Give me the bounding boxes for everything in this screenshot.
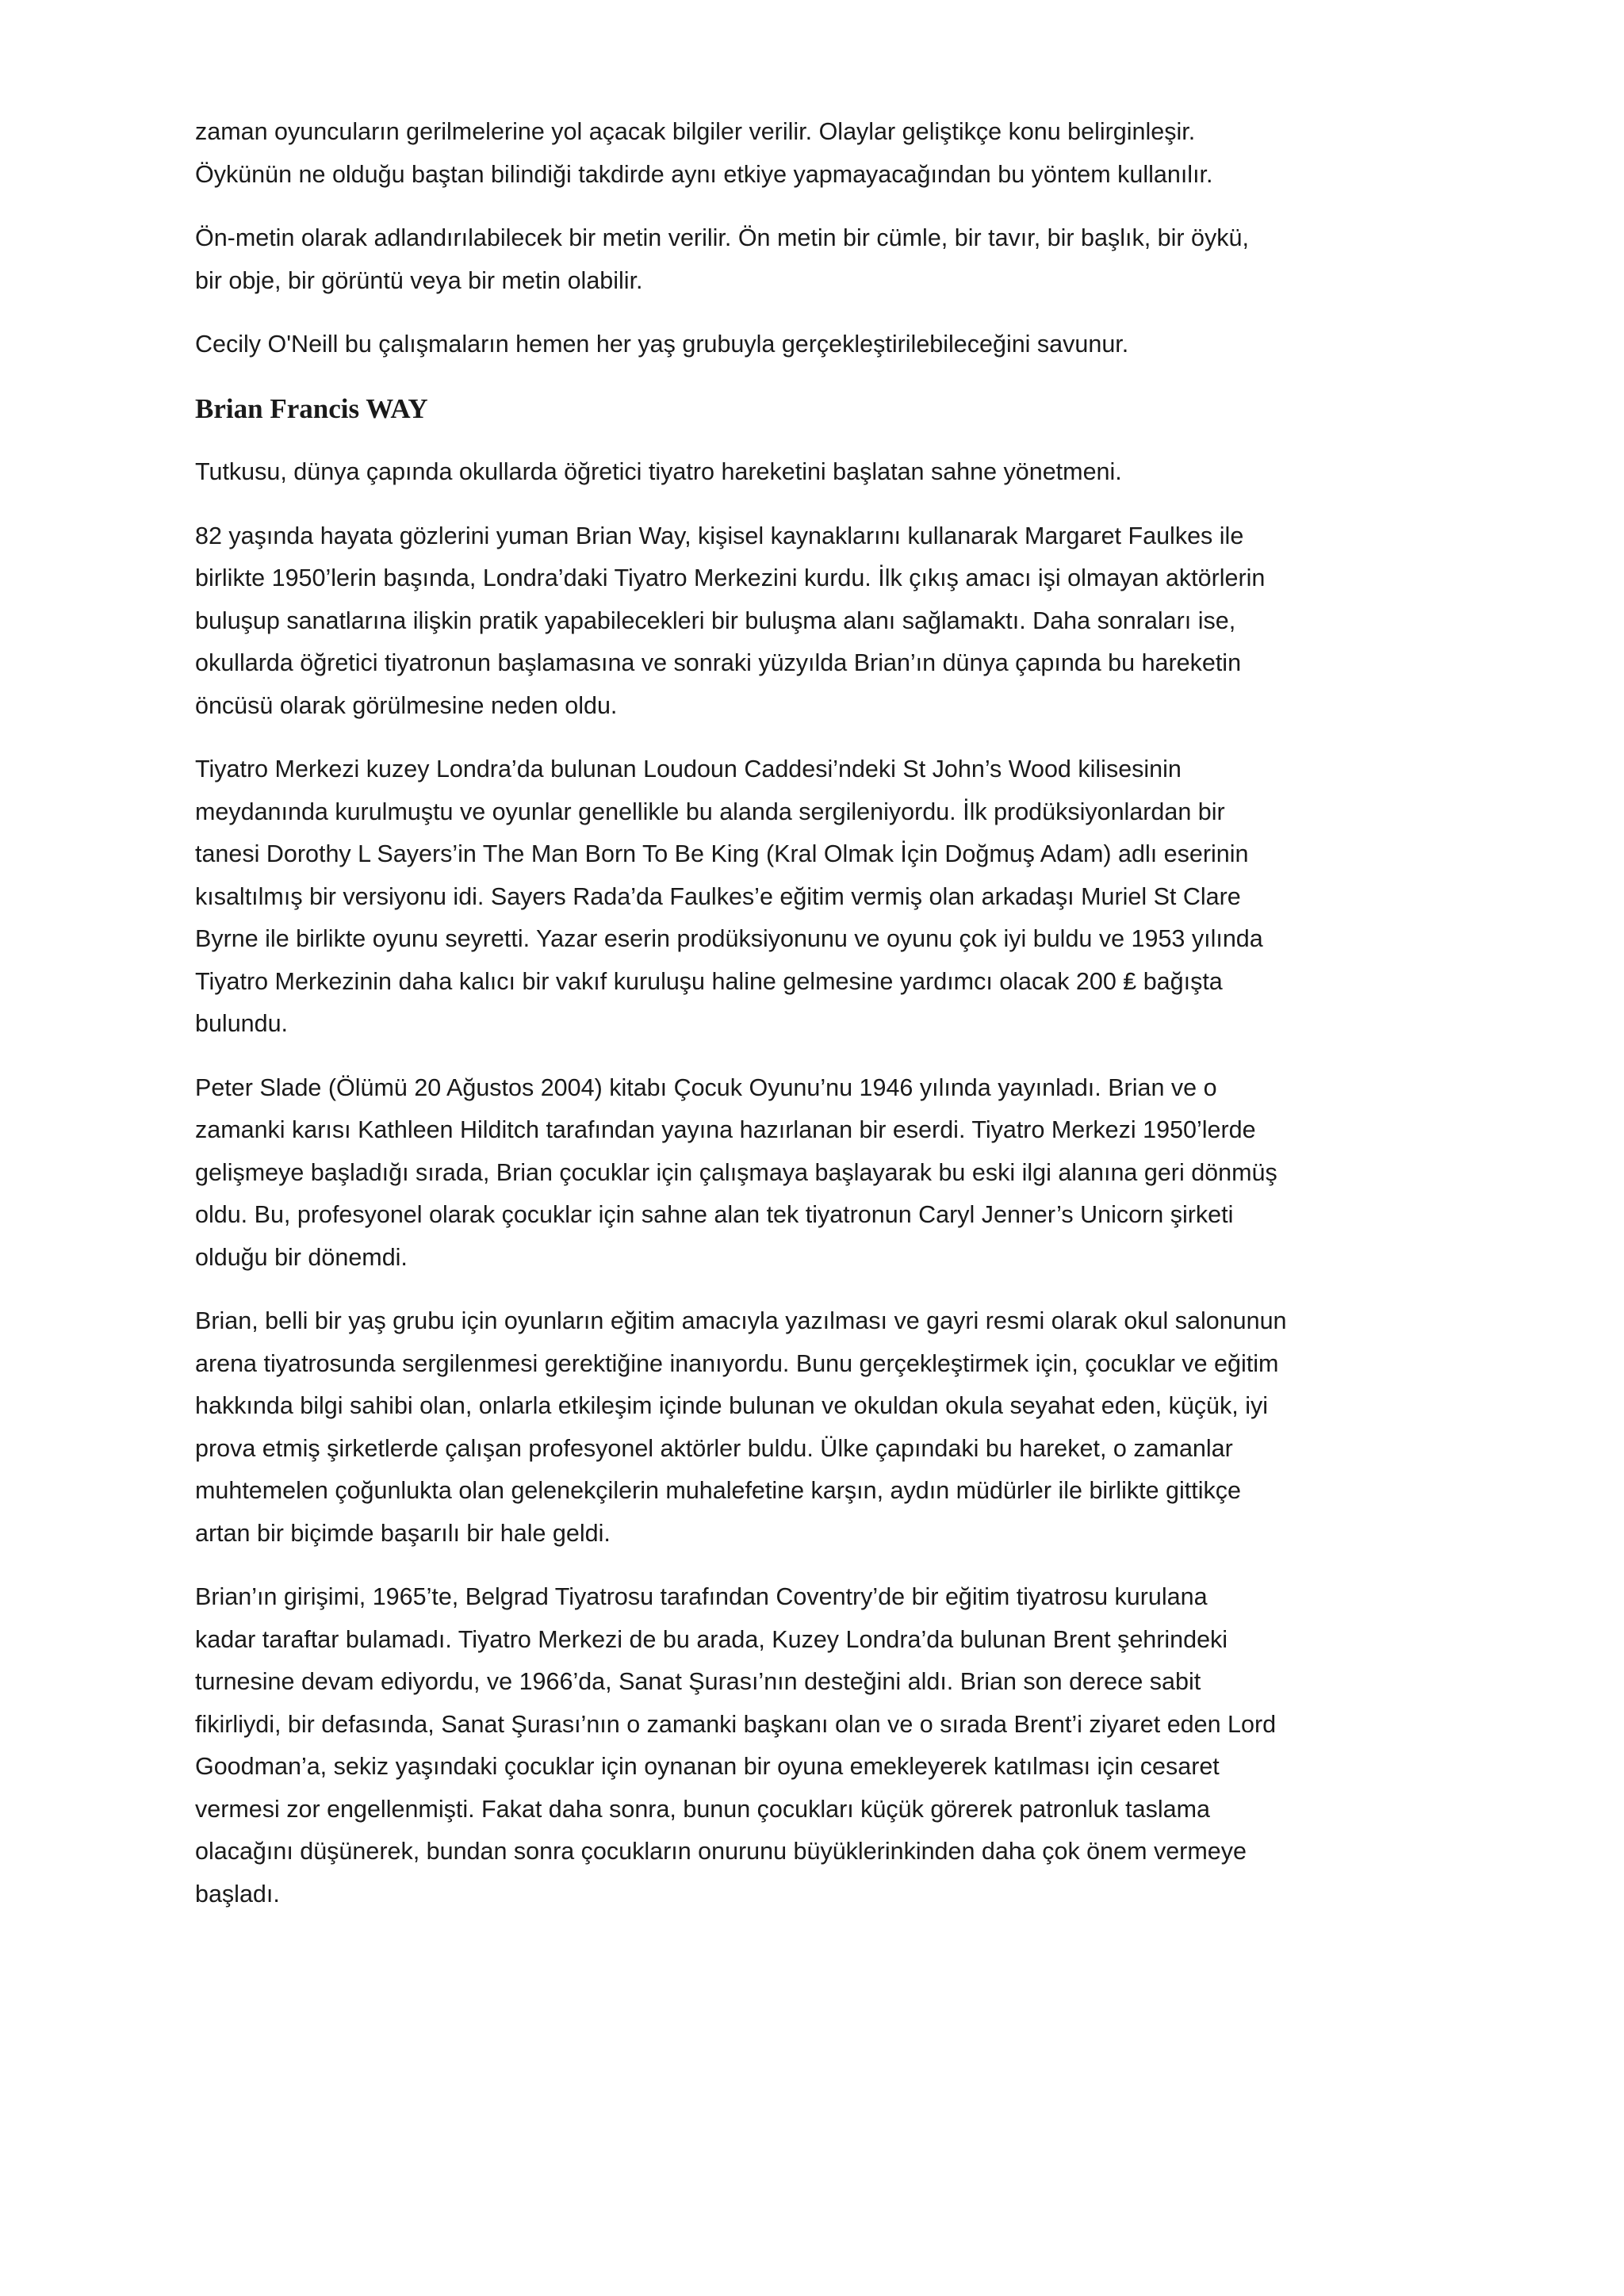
section-heading: Brian Francis WAY bbox=[195, 392, 428, 424]
paragraph: Ön-metin olarak adlandırılabilecek bir metin verilir. Ön metin bir cümle, bir tavır, bir başlık, bir öykü, bir obje, bir görüntü veya bir metin olabilir. bbox=[195, 224, 1249, 294]
paragraph: Tiyatro Merkezi kuzey Londra’da bulunan Loudoun Caddesi’ndeki St John’s Wood kilisesinin meydanında kurulmuştu ve oyunlar genellikle bu alanda sergileniyordu. İlk prodüksiyonlardan bir tanesi Dorothy L Sayers’in The Man Born To Be King (Kral Olmak İçin Doğmuş Adam) adlı eserinin kısaltılmış bir versiyonu idi. Sayers Rada’da Faulkes’e eğitim vermiş olan arkadaşı Muriel St Clare Byrne ile birlikte oyunu seyretti. Yazar eserin prodüksiyonunu ve oyunu çok iyi buldu ve 1953 yılında Tiyatro Merkezinin daha kalıcı bir vakıf kuruluşu haline gelmesine yardımcı olacak 200 ₤ bağışta bulundu. bbox=[195, 756, 1263, 1037]
paragraph: Brian’ın girişimi, 1965’te, Belgrad Tiyatrosu tarafından Coventry’de bir eğitim tiyatrosu kurulana kadar taraftar bulamadı. Tiyatro Merkezi de bu arada, Kuzey Londra’da bulunan Brent şehrindeki turnesine devam ediyordu, ve 1966’da, Sanat Şurası’nın desteğini aldı. Brian son derece sabit fikirliydi, bir defasında, Sanat Şurası’nın o zamanki başkanı olan ve o sırada Brent’i ziyaret eden Lord Goodman’a, sekiz yaşındaki çocuklar için oynanan bir oyuna emekleyerek katılması için cesaret vermesi zor engellenmişti. Fakat daha sonra, bunun çocukları küçük görerek patronluk taslama olacağını düşünerek, bundan sonra çocukların onurunu büyüklerinkinden daha çok önem vermeye başladı. bbox=[195, 1583, 1277, 1908]
paragraph: Brian, belli bir yaş grubu için oyunların eğitim amacıyla yazılması ve gayri resmi olarak okul salonunun arena tiyatrosunda sergilenmesi gerektiğine inanıyordu. Bunu gerçekleştirmek için, çocuklar ve eğitim hakkında bilgi sahibi olan, onlarla etkileşim içinde bulunan ve okuldan okula seyahat eden, küçük, iyi prova etmiş şirketlerde çalışan profesyonel aktörler buldu. Ülke çapındaki bu hareket, o zamanlar muhtemelen çoğunlukta olan gelenekçilerin muhalefetine karşın, aydın müdürler ile birlikte gittikçe artan bir biçimde başarılı bir hale geldi. bbox=[195, 1307, 1287, 1547]
paragraph: Cecily O'Neill bu çalışmaların hemen her yaş grubuyla gerçekleştirilebileceğini savunur. bbox=[195, 331, 1129, 358]
document-body bbox=[195, 111, 1448, 1937]
paragraph: Peter Slade (Ölümü 20 Ağustos 2004) kitabı Çocuk Oyunu’nu 1946 yılında yayınladı. Brian ve o zamanki karısı Kathleen Hilditch tarafından yayına hazırlanan bir eserdi. Tiyatro Merkezi 1950’lerde gelişmeye başladığı sırada, Brian çocuklar için çalışmaya başlayarak bu eski ilgi alanına geri dönmüş oldu. Bu, profesyonel olarak çocuklar için sahne alan tek tiyatronun Caryl Jenner’s Unicorn şirketi olduğu bir dönemdi. bbox=[195, 1073, 1277, 1271]
paragraph: zaman oyuncuların gerilmelerine yol açacak bilgiler verilir. Olaylar geliştikçe konu belirginleşir. Öykünün ne olduğu baştan bilindiği takdirde aynı etkiye yapmayacağından bu yöntem kullanılır. bbox=[195, 118, 1213, 188]
paragraph: Tutkusu, dünya çapında okullarda öğretici tiyatro hareketini başlatan sahne yönetmeni. bbox=[195, 458, 1122, 485]
paragraph: 82 yaşında hayata gözlerini yuman Brian Way, kişisel kaynaklarını kullanarak Margaret Faulkes ile birlikte 1950’lerin başında, Londra’daki Tiyatro Merkezini kurdu. İlk çıkış amacı işi olmayan aktörlerin buluşup sanatlarına ilişkin pratik yapabilecekleri bir buluşma alanı sağlamaktı. Daha sonraları ise, okullarda öğretici tiyatronun başlamasına ve sonraki yüzyılda Brian’ın dünya çapında bu hareketin öncüsü olarak görülmesine neden oldu. bbox=[195, 522, 1266, 719]
